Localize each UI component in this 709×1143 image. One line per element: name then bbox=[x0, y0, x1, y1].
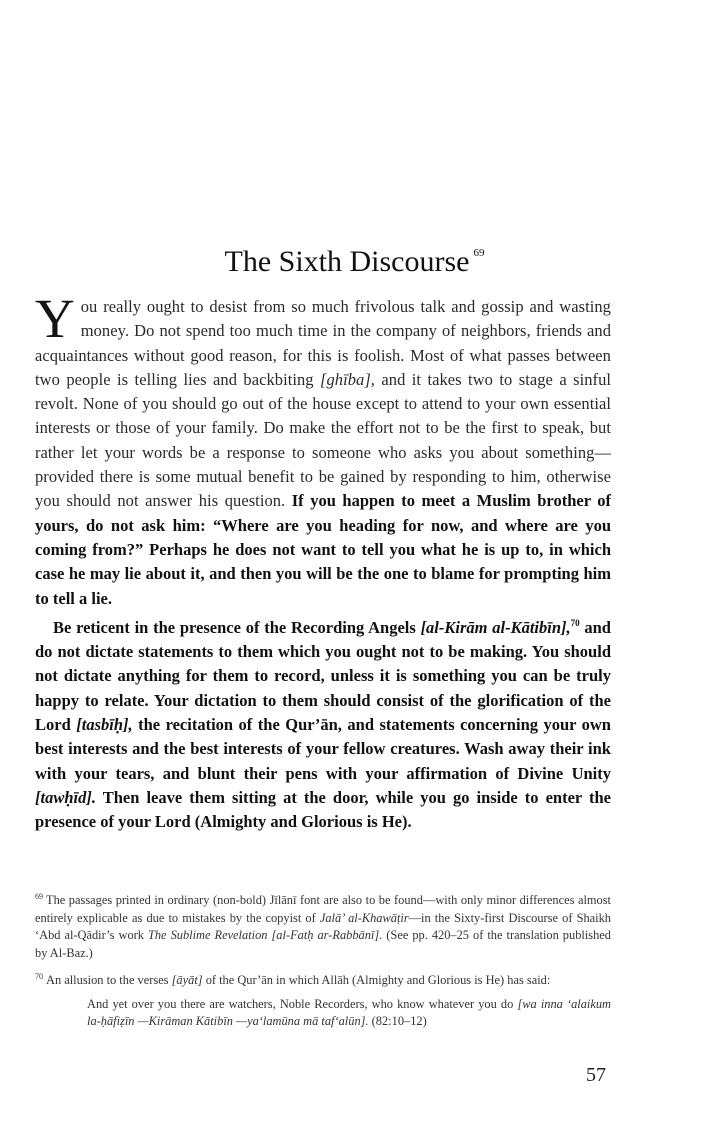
page-number: 57 bbox=[586, 1064, 606, 1086]
fn69-text-3: (See pp. 420–25 of the translation published by Al-Baz.) bbox=[35, 928, 611, 960]
footnotes bbox=[35, 888, 611, 1037]
paragraph-2 bbox=[35, 611, 611, 835]
p1-text-1: ou really ought to desist from so much frivolous talk and gossip and wasting money. Do not spend too much time in the company of neighbors, friends and acquaintances without good reason, for this is foolish. Most of what passes between two people is telling lies and backbiting bbox=[35, 297, 611, 389]
quote-arabic: [wa inna ‘alaikum la-ḥāfiẓīn —Kirāman Kātibīn —ya‘lamūna mā taf‘alūn]. bbox=[87, 996, 612, 1028]
main-text bbox=[35, 288, 611, 835]
p1-bold-text: If you happen to meet a Muslim brother of yours, do not ask him: “Where are you heading for now, and where are you coming from?” Perhaps he does not want to tell you what he is up to, in which case he may lie about it, and then you will be the one to blame for prompting him to tell a lie. bbox=[35, 491, 611, 608]
footnote-70-mark: 70 bbox=[35, 972, 43, 981]
drop-cap: Y bbox=[35, 288, 75, 349]
p2-term-tawhid: [tawḥīd]. bbox=[35, 787, 96, 807]
title-note-ref: 69 bbox=[473, 247, 485, 259]
paragraph-1 bbox=[35, 288, 611, 611]
p2-term-tasbih: [tasbīḥ], bbox=[76, 715, 133, 735]
p2-text-2: and do not dictate statements to them which you ought not to be making. You should not dictate anything for them to record, unless it is something you can be truly happy to relate. Your dictation to them should consist of the glorification of the Lord bbox=[35, 617, 611, 735]
fn70-term-ayat: [āyāt] bbox=[171, 973, 203, 987]
fn70-text-1: An allusion to the verses bbox=[46, 973, 172, 987]
p2-term-kiram: [al-Kirām al-Kātibīn], bbox=[420, 617, 571, 637]
footnote-69 bbox=[35, 888, 611, 962]
p1-text-2: and it takes two to stage a sinful revolt. None of you should go out of the house except to attend to your own essential interests or those of your family. Do make the effort not to be the first to speak, but rather let your words be a response to someone who asks you about something—provided there is some mutual benefit to be gained by responding to him, otherwise you should not answer his question. bbox=[35, 369, 611, 511]
p2-text-3: the recitation of the Qur’ān, and statements concerning your own best interests and the best interests of your fellow creatures. Wash away their ink with your tears, and blunt their pens with your affirmation of Divine Unity bbox=[35, 715, 611, 783]
fn69-text-1: The passages printed in ordinary (non-bold) Jīlānī font are also to be found—with only minor differences almost entirely explicable as due to mistakes by the copyist of bbox=[35, 893, 611, 925]
footnote-ref-70: 70 bbox=[570, 617, 580, 628]
p2-text-4: Then leave them sitting at the door, while you go inside to enter the presence of your Lord (Almighty and Glorious is He). bbox=[35, 787, 611, 832]
footnote-70 bbox=[35, 968, 611, 990]
fn70-text-2: of the Qur’ān in which Allāh (Almighty and Glorious is He) has said: bbox=[202, 973, 551, 987]
fn69-title-jala: Jalā’ al-Khawāṭir bbox=[319, 910, 409, 925]
fn69-text-2: —in the Sixty-first Discourse of Shaikh ‘Abd al-Qādir’s work bbox=[35, 910, 611, 942]
fn69-title-sublime: The Sublime Revelation [al-Fatḥ ar-Rabbānī]. bbox=[147, 928, 383, 942]
quote-text-1: And yet over you there are watchers, Noble Recorders, who know whatever you do bbox=[87, 996, 518, 1011]
chapter-title bbox=[0, 233, 709, 282]
p2-text-1: Be reticent in the presence of the Recording Angels bbox=[53, 617, 421, 637]
footnote-69-mark: 69 bbox=[35, 892, 43, 901]
chapter-title-text: The Sixth Discourse bbox=[224, 245, 470, 278]
quote-citation: (82:10–12) bbox=[368, 1014, 427, 1028]
quran-quote bbox=[87, 996, 611, 1031]
p1-term-ghiba: [ghība], bbox=[320, 369, 375, 389]
